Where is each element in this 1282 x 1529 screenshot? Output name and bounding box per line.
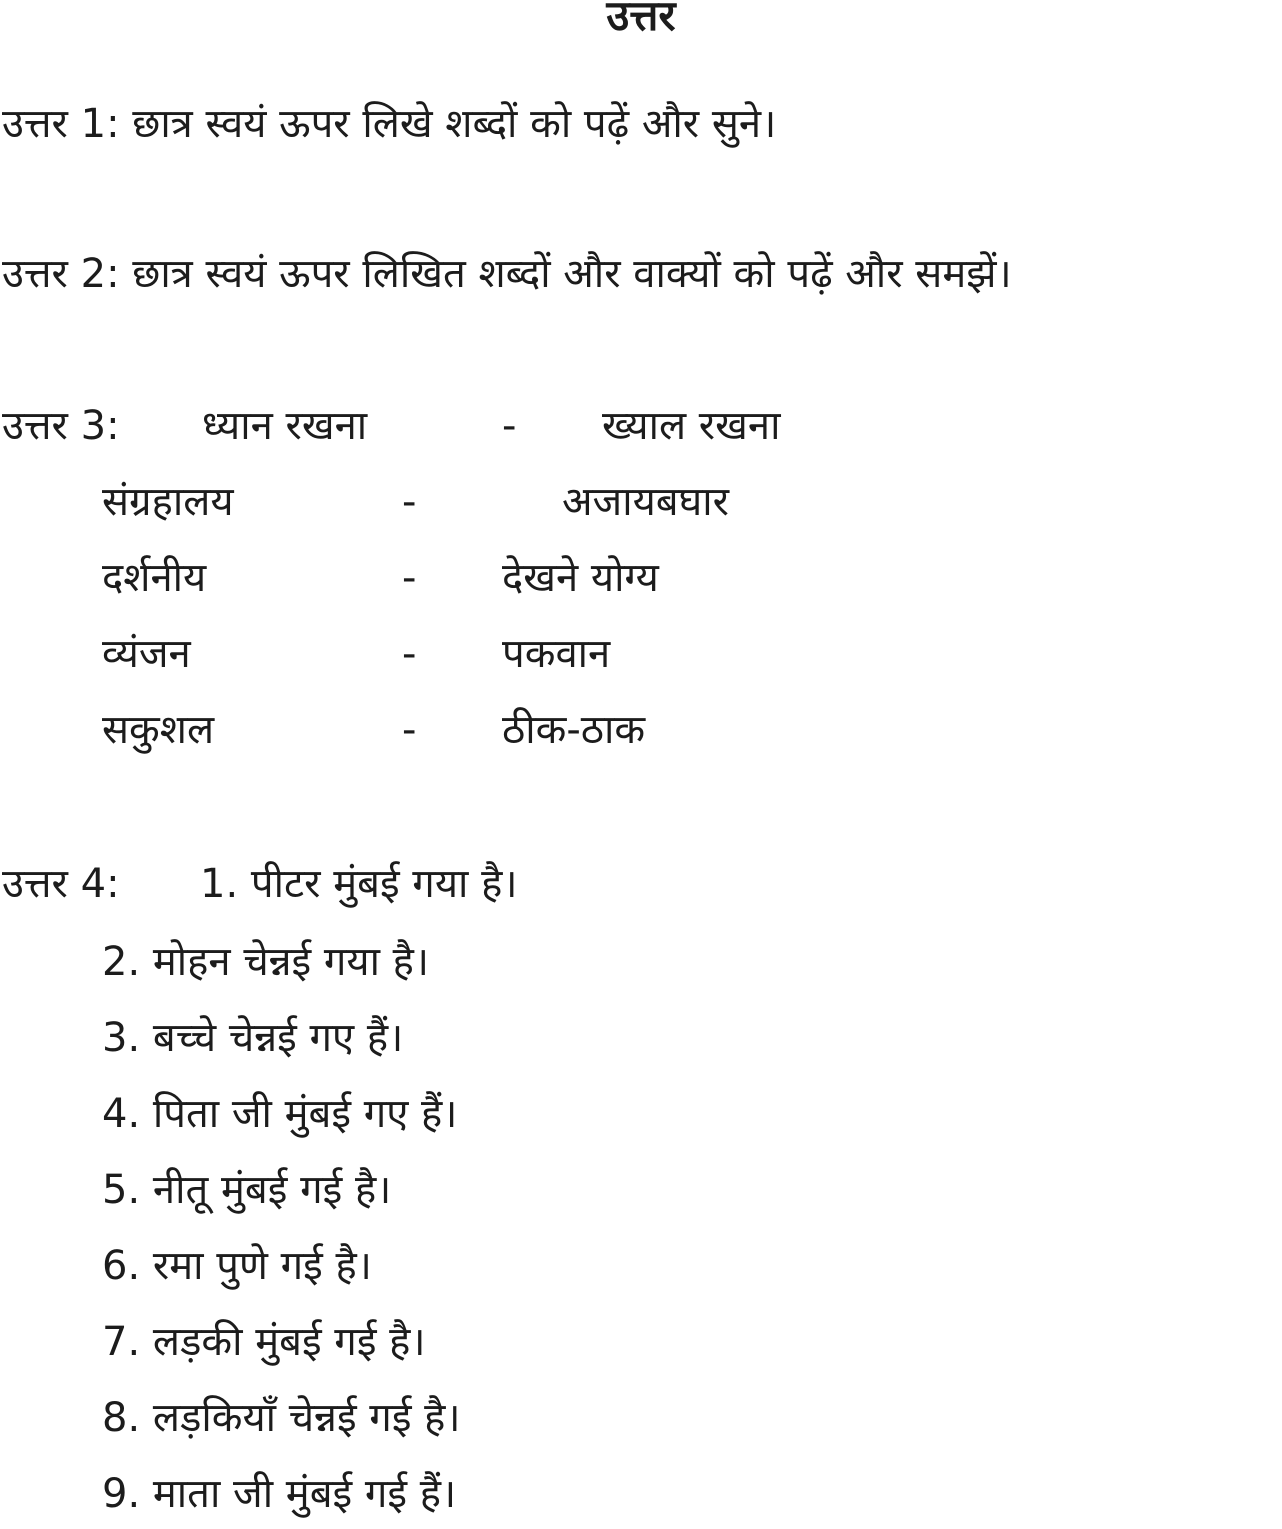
pair-word: सकुशल [102,707,215,753]
pair-meaning: ख्याल रखना [602,403,781,449]
answer-2: उत्तर 2: छात्र स्वयं ऊपर लिखित शब्दों और वाक्यों को पढ़ें और समझें। [2,251,1012,297]
answer-4-label: उत्तर 4: [2,861,120,907]
pair-word: दर्शनीय [102,555,207,601]
list-item: 1. पीटर मुंबई गया है। [200,861,518,907]
list-item: 5. नीतू मुंबई गई है। [102,1167,392,1213]
pair-dash: - [502,403,517,449]
pair-word: व्यंजन [102,631,191,677]
pair-dash: - [402,631,417,677]
list-item: 6. रमा पुणे गई है। [102,1243,372,1289]
pair-word: संग्रहालय [102,479,234,525]
pair-meaning: पकवान [502,631,611,677]
page-title: उत्तर [606,0,676,40]
pair-meaning: अजायबघार [562,479,729,525]
list-item: 3. बच्चे चेन्नई गए हैं। [102,1015,404,1061]
pair-meaning: ठीक-ठाक [502,707,646,753]
pair-dash: - [402,479,417,525]
pair-dash: - [402,707,417,753]
pair-word: ध्यान रखना [202,403,368,449]
list-item: 7. लड़की मुंबई गई है। [102,1319,426,1365]
list-item: 4. पिता जी मुंबई गए हैं। [102,1091,458,1137]
answer-1: उत्तर 1: छात्र स्वयं ऊपर लिखे शब्दों को पढ़ें और सुने। [2,101,777,147]
list-item: 8. लड़कियाँ चेन्नई गई है। [102,1395,461,1441]
list-item: 9. माता जी मुंबई गई हैं। [102,1471,457,1517]
pair-meaning: देखने योग्य [502,555,659,601]
answer-3-label: उत्तर 3: [2,403,120,449]
pair-dash: - [402,555,417,601]
list-item: 2. मोहन चेन्नई गया है। [102,939,430,985]
